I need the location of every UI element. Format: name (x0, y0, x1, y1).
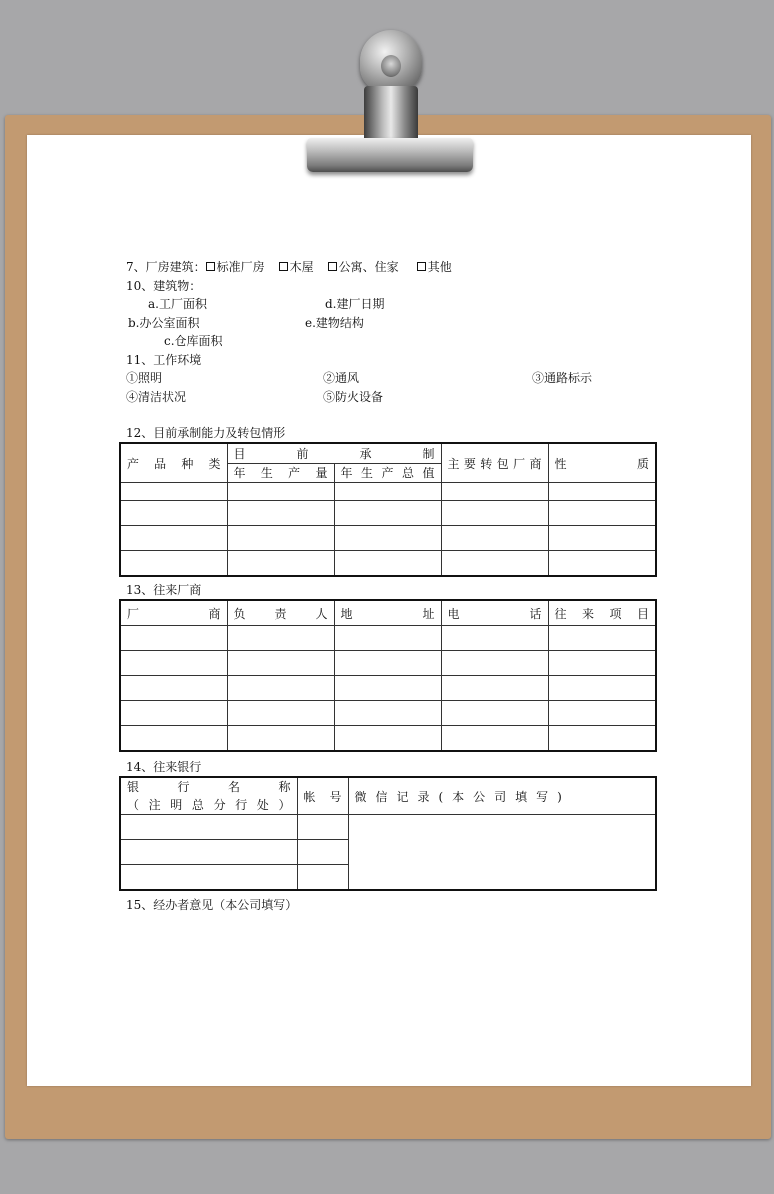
header-text: 厂 商 (127, 606, 221, 621)
checkbox-icon[interactable] (206, 262, 215, 271)
header-product-type (120, 443, 227, 483)
header-annual-value (334, 463, 441, 483)
warehouse-area-label: c.仓库面积 (164, 334, 223, 348)
header-nature (548, 443, 656, 483)
env-path-signs: ③通路标示 (532, 371, 593, 385)
section-11-label: 11、工作环境 (126, 353, 202, 367)
header-credit-record: 微信记录(本公司填写) (348, 777, 656, 815)
header-annual-output (227, 463, 334, 483)
header-text: 地 址 (340, 606, 435, 621)
header-text: 负 责 人 (233, 606, 328, 621)
option-standard-factory[interactable]: 标准厂房 (206, 260, 265, 274)
build-date-label: d.建厂日期 (325, 297, 385, 311)
clip-neck-icon (364, 86, 418, 144)
header-text: 产 品 种 类 (127, 456, 221, 471)
table-row (120, 551, 656, 577)
header-text: 目 前 承 制 (233, 446, 435, 461)
table-row (120, 651, 656, 676)
header-text: 往 来 项 目 (554, 606, 649, 621)
binder-clip-icon (307, 138, 473, 172)
header-vendor (120, 600, 227, 626)
header-text: 帐 号 (303, 789, 342, 804)
option-apartment[interactable]: 公寓、住家 (328, 260, 399, 274)
env-lighting: ①照明 (126, 371, 163, 385)
table-row (120, 676, 656, 701)
table-row (120, 726, 656, 752)
table-row (120, 501, 656, 526)
capacity-table (119, 442, 657, 577)
checkbox-icon[interactable] (417, 262, 426, 271)
header-address (334, 600, 441, 626)
header-text: （ 注 明 总 分 行 处 ） (127, 798, 291, 812)
table-row (120, 815, 656, 840)
header-account (297, 777, 348, 815)
header-text: 主 要 转 包 厂 商 (447, 456, 542, 471)
header-text: 电 话 (447, 606, 542, 621)
env-ventilation: ②通风 (323, 371, 360, 385)
header-text: 年 生 产 量 (233, 466, 328, 481)
option-wooden-house[interactable]: 木屋 (279, 260, 314, 274)
section-10-label: 10、建筑物： (126, 279, 202, 293)
table-row (120, 701, 656, 726)
header-text: 年 生 产 总 值 (340, 466, 435, 481)
option-other[interactable]: 其他 (417, 260, 452, 274)
checkbox-icon[interactable] (279, 262, 288, 271)
section-12-label: 12、目前承制能力及转包情形 (126, 426, 286, 440)
section-15-label: 15、经办者意见（本公司填写） (126, 898, 298, 912)
header-trade-items (548, 600, 656, 626)
factory-area-label: a.工厂面积 (148, 297, 207, 311)
section-13-label: 13、往来厂商 (126, 583, 202, 597)
header-person-in-charge (227, 600, 334, 626)
table-row (120, 626, 656, 651)
section-14-label: 14、往来银行 (126, 760, 202, 774)
header-current-production (227, 443, 441, 463)
section-7-row (126, 260, 452, 274)
env-fire-equipment: ⑤防火设备 (323, 390, 384, 404)
header-bank-name (120, 777, 297, 815)
table-row (120, 526, 656, 551)
header-text: 性 质 (554, 456, 649, 471)
vendors-table (119, 599, 657, 752)
header-subcontractor (441, 443, 548, 483)
header-text: 银 行 名 称 (127, 780, 291, 794)
office-area-label: b.办公室面积 (128, 316, 200, 330)
header-phone (441, 600, 548, 626)
table-row (120, 483, 656, 501)
credit-record-area[interactable] (348, 815, 656, 891)
banks-table (119, 776, 657, 891)
clip-hole-icon (381, 55, 401, 77)
section-7-label: 7、厂房建筑： (126, 260, 206, 274)
env-cleanliness: ④清洁状况 (126, 390, 187, 404)
checkbox-icon[interactable] (328, 262, 337, 271)
building-structure-label: e.建物结构 (305, 316, 364, 330)
